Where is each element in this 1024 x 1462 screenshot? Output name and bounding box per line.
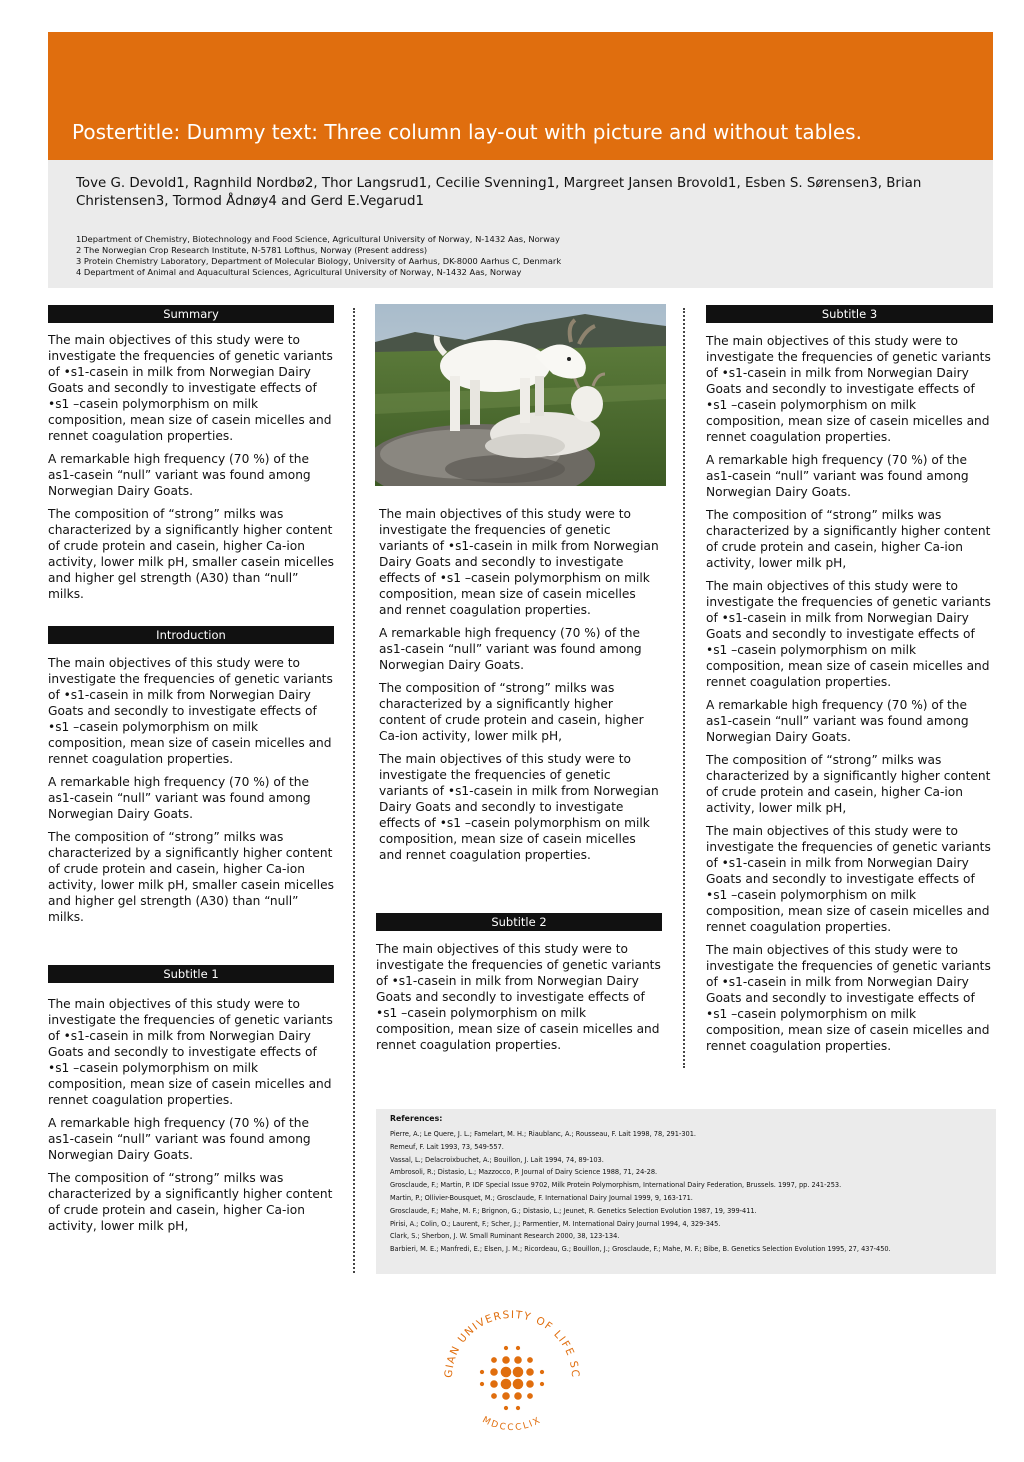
goats-image <box>375 304 666 486</box>
column-divider <box>353 308 355 1273</box>
paragraph: A remarkable high frequency (70 %) of the as1-casein “null” variant was found among Norwegian Dairy Goats. <box>48 775 311 821</box>
subtitle2-heading: Subtitle 2 <box>376 913 662 931</box>
paragraph: The composition of “strong” milks was characterized by a significantly higher content of crude protein and casein, higher Ca-ion activity, lower milk pH, <box>706 753 991 815</box>
logo-dot <box>491 1393 497 1399</box>
introduction-heading: Introduction <box>48 626 334 644</box>
paragraph: The composition of “strong” milks was characterized by a significantly higher content of crude protein and casein, higher Ca-ion activity, lower milk pH, smaller casein micelles and higher gel strength (A30) than “null” milks. <box>48 830 335 924</box>
logo-dot <box>491 1357 497 1363</box>
subtitle1-heading: Subtitle 1 <box>48 965 334 983</box>
logo-dot <box>514 1392 522 1400</box>
logo-dot <box>540 1370 544 1374</box>
paragraph: The composition of “strong” milks was characterized by a significantly higher content of crude protein and casein, higher Ca-ion activity, lower milk pH, <box>706 508 991 570</box>
logo-dot <box>526 1380 534 1388</box>
references-heading: References: <box>390 1114 443 1123</box>
logo-dot <box>514 1356 522 1364</box>
authors: Tove G. Devold1, Ragnhild Nordbø2, Thor Langsrud1, Cecilie Svenning1, Margreet Jansen Brovold1, Esben S. Sørensen3, Brian Christensen3, Tormod Ådnøy4 and Gerd E.Vegarud1 <box>76 176 922 209</box>
affiliation: 1Department of Chemistry, Biotechnology and Food Science, Agricultural University of Norway, N-1432 Aas, Norway <box>76 234 560 244</box>
reference-item: Grosclaude, F.; Mahe, M. F.; Brignon, G.; Distasio, L.; Jeunet, R. Genetics Selection Evolution 1987, 19, 399-411. <box>390 1206 757 1215</box>
paragraph: The main objectives of this study were to investigate the frequencies of genetic variants of •s1-casein in milk from Norwegian Dairy Goats and secondly to investigate effects of •s1 –casein polymorphism on milk composition, mean size of casein micelles and rennet coagulation properties. <box>379 752 659 862</box>
university-logo <box>432 1298 592 1453</box>
logo-dot <box>513 1367 524 1378</box>
reference-item: Vassal, L.; Delacroixbuchet, A.; Bouillon, J. Lait 1994, 74, 89-103. <box>390 1155 604 1164</box>
paragraph: A remarkable high frequency (70 %) of the as1-casein “null” variant was found among Norwegian Dairy Goats. <box>48 1116 311 1162</box>
affiliation: 4 Department of Animal and Aquacultural Sciences, Agricultural University of Norway, N-1432 Aas, Norway <box>76 267 522 277</box>
paragraph: The main objectives of this study were to investigate the frequencies of genetic variants of •s1-casein in milk from Norwegian Dairy Goats and secondly to investigate effects of •s1 –casein polymorphism on milk composition, mean size of casein micelles and rennet coagulation properties. <box>48 656 333 766</box>
paragraph: The main objectives of this study were to investigate the frequencies of genetic variants of •s1-casein in milk from Norwegian Dairy Goats and secondly to investigate effects of •s1 –casein polymorphism on milk composition, mean size of casein micelles and rennet coagulation properties. <box>706 943 991 1053</box>
reference-item: Pierre, A.; Le Quere, J. L.; Famelart, M. H.; Riaublanc, A.; Rousseau, F. Lait 1998, 78, 291-301. <box>390 1130 697 1138</box>
logo-dot <box>490 1380 498 1388</box>
paragraph: The composition of “strong” milks was characterized by a significantly higher content of crude protein and casein, higher Ca-ion activity, lower milk pH, <box>48 1171 333 1233</box>
reference-item: Remeuf, F. Lait 1993, 73, 549-557. <box>390 1142 504 1151</box>
middle-text <box>379 506 662 870</box>
paragraph: The composition of “strong” milks was characterized by a significantly higher content of crude protein and casein, higher Ca-ion activity, lower milk pH, smaller casein micelles and higher gel strength (A30) than “null” milks. <box>48 507 335 601</box>
paragraph: The main objectives of this study were to investigate the frequencies of genetic variants of •s1-casein in milk from Norwegian Dairy Goats and secondly to investigate effects of •s1 –casein polymorphism on milk composition, mean size of casein micelles and rennet coagulation properties. <box>706 334 991 444</box>
subtitle3-text <box>706 333 993 1061</box>
affiliation: 2 The Norwegian Crop Research Institute, N-5781 Lofthus, Norway (Present address) <box>76 245 428 255</box>
logo-dot <box>504 1406 508 1410</box>
paragraph: The main objectives of this study were to investigate the frequencies of genetic variants of •s1-casein in milk from Norwegian Dairy Goats and secondly to investigate effects of •s1 –casein polymorphism on milk composition, mean size of casein micelles and rennet coagulation properties. <box>706 579 991 689</box>
logo-dot <box>527 1393 533 1399</box>
logo-dot <box>490 1368 498 1376</box>
subtitle2-text <box>376 941 662 1060</box>
reference-item: Pirisi, A.; Colin, O.; Laurent, F.; Scher, J.; Parmentier, M. International Dairy Journal 1994, 4, 329-345. <box>390 1219 721 1228</box>
reference-item: Ambrosoli, R.; Distasio, L.; Mazzocco, P. Journal of Dairy Science 1988, 71, 24-28. <box>390 1168 658 1177</box>
reference-item: Grosclaude, F.; Martin, P. IDF Special Issue 9702, Milk Protein Polymorphism, International Dairy Federation, Brussels. 1997, pp. 241-253. <box>390 1181 842 1190</box>
university-seal-icon <box>432 1298 592 1453</box>
reference-item: Barbieri, M. E.; Manfredi, E.; Elsen, J. M.; Ricordeau, G.; Bouillon, J.; Grosclaude, F.; Mahe, M. F.; Bibe, B. Genetics Selection Evolution 1995, 27, 437-450. <box>390 1245 891 1254</box>
subtitle3-heading: Subtitle 3 <box>706 305 993 323</box>
logo-dot <box>502 1392 510 1400</box>
reference-item: Martin, P.; Ollivier-Bousquet, M.; Grosclaude, F. International Dairy Journal 1999, 9, 163-171. <box>390 1193 693 1202</box>
logo-motto-text: MDCCCLIX <box>480 1415 544 1434</box>
paragraph: A remarkable high frequency (70 %) of the as1-casein “null” variant was found among Norwegian Dairy Goats. <box>706 698 969 744</box>
paragraph: A remarkable high frequency (70 %) of the as1-casein “null” variant was found among Norwegian Dairy Goats. <box>379 626 642 672</box>
affiliation: 3 Protein Chemistry Laboratory, Department of Molecular Biology, University of Aarhus, DK-8000 Aarhus C, Denmark <box>76 256 562 266</box>
logo-dot <box>502 1356 510 1364</box>
goats-photo <box>375 304 666 486</box>
references-list <box>390 1128 990 1256</box>
logo-dot <box>516 1346 520 1350</box>
poster-title: Postertitle: Dummy text: Three column lay-out with picture and without tables. <box>72 120 862 144</box>
paragraph: The main objectives of this study were to investigate the frequencies of genetic variants of •s1-casein in milk from Norwegian Dairy Goats and secondly to investigate effects of •s1 –casein polymorphism on milk composition, mean size of casein micelles and rennet coagulation properties. <box>379 507 659 617</box>
summary-text <box>48 332 334 609</box>
logo-dot <box>513 1379 524 1390</box>
logo-dot <box>540 1382 544 1386</box>
logo-dot <box>501 1367 512 1378</box>
paragraph: The main objectives of this study were to investigate the frequencies of genetic variants of •s1-casein in milk from Norwegian Dairy Goats and secondly to investigate effects of •s1 –casein polymorphism on milk composition, mean size of casein micelles and rennet coagulation properties. <box>706 824 991 934</box>
svg-text:NORWEGIAN UNIVERSITY OF LIFE S <box>432 1298 581 1379</box>
paragraph: The composition of “strong” milks was characterized by a significantly higher content of crude protein and casein, higher Ca-ion activity, lower milk pH, <box>379 681 644 743</box>
logo-dot <box>516 1406 520 1410</box>
paragraph: A remarkable high frequency (70 %) of the as1-casein “null” variant was found among Norwegian Dairy Goats. <box>706 453 969 499</box>
reference-item: Clark, S.; Sherbon, J. W. Small Ruminant Research 2000, 38, 123-134. <box>390 1232 620 1241</box>
logo-dots <box>480 1346 544 1410</box>
affiliations <box>76 234 956 278</box>
logo-dot <box>480 1382 484 1386</box>
subtitle1-text <box>48 996 334 1241</box>
column-divider <box>683 308 685 1068</box>
paragraph: The main objectives of this study were to investigate the frequencies of genetic variants of •s1-casein in milk from Norwegian Dairy Goats and secondly to investigate effects of •s1 –casein polymorphism on milk composition, mean size of casein micelles and rennet coagulation properties. <box>48 333 333 443</box>
introduction-text <box>48 655 334 932</box>
logo-dot <box>526 1368 534 1376</box>
logo-ring-text: GIAN UNIVERSITY OF LIFE SC <box>442 1308 582 1379</box>
logo-dot <box>504 1346 508 1350</box>
logo-dot <box>527 1357 533 1363</box>
logo-dot <box>501 1379 512 1390</box>
logo-dot <box>480 1370 484 1374</box>
paragraph: The main objectives of this study were to investigate the frequencies of genetic variants of •s1-casein in milk from Norwegian Dairy Goats and secondly to investigate effects of •s1 –casein polymorphism on milk composition, mean size of casein micelles and rennet coagulation properties. <box>376 942 661 1052</box>
svg-text:MDCCCLIX <box>480 1415 543 1433</box>
paragraph: The main objectives of this study were to investigate the frequencies of genetic variants of •s1-casein in milk from Norwegian Dairy Goats and secondly to investigate effects of •s1 –casein polymorphism on milk composition, mean size of casein micelles and rennet coagulation properties. <box>48 997 333 1107</box>
paragraph: A remarkable high frequency (70 %) of the as1-casein “null” variant was found among Norwegian Dairy Goats. <box>48 452 311 498</box>
summary-heading: Summary <box>48 305 334 323</box>
